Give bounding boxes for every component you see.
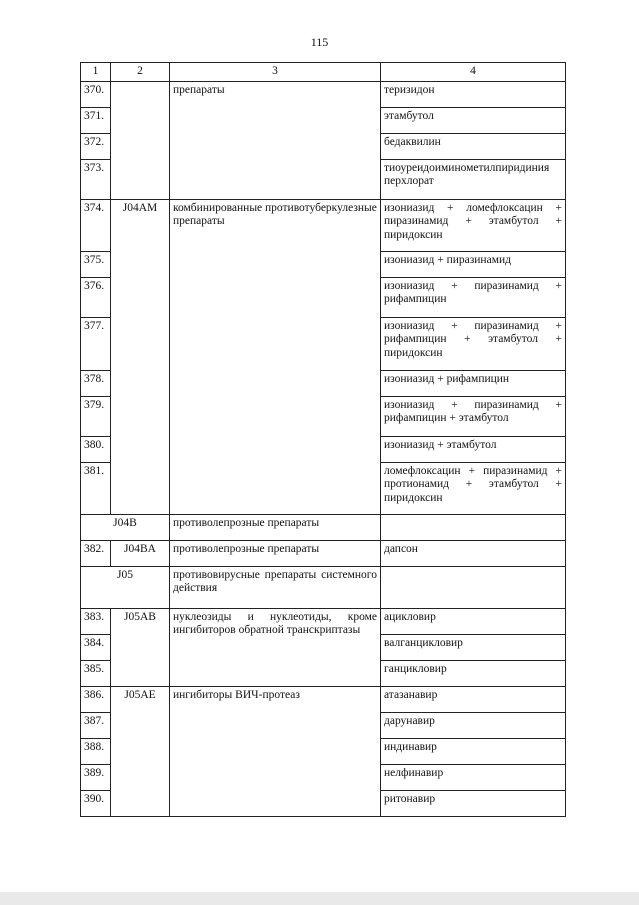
row-number: 390.: [81, 790, 111, 816]
drug-name: изониазид + рифампицин: [381, 370, 566, 396]
row-number: 388.: [81, 738, 111, 764]
row-number: 385.: [81, 660, 111, 686]
drug-name: изониазид + пиразинамид + рифампицин + этамбутол + пиридоксин: [381, 317, 566, 370]
table-row: [81, 81, 566, 107]
drug-name: изониазид + пиразинамид: [381, 251, 566, 277]
header-col-4: 4: [381, 63, 566, 82]
row-number: 381.: [81, 462, 111, 514]
row-number: 375.: [81, 251, 111, 277]
drug-name: ацикловир: [381, 608, 566, 634]
drug-name: ганцикловир: [381, 660, 566, 686]
atc-code: J05AB: [111, 608, 170, 686]
group-description: противолепрозные препараты: [170, 540, 381, 566]
scan-footer-band: [0, 892, 639, 905]
group-description: противовирусные препараты системного действия: [170, 566, 381, 608]
drug-name: индинавир: [381, 738, 566, 764]
atc-code: J05AE: [111, 686, 170, 816]
header-row: [81, 63, 566, 82]
drug-name: теризидон: [381, 81, 566, 107]
row-number: 374.: [81, 199, 111, 251]
group-row: [81, 566, 566, 608]
row-number: 386.: [81, 686, 111, 712]
row-number: 371.: [81, 107, 111, 133]
drug-classification-table: [80, 62, 566, 817]
row-number: 384.: [81, 634, 111, 660]
atc-code: J04AM: [111, 199, 170, 514]
row-number: 382.: [81, 540, 111, 566]
table-row: [81, 608, 566, 634]
drug-name-empty: [381, 566, 566, 608]
row-number: 383.: [81, 608, 111, 634]
drug-name: изониазид + пиразинамид + рифампицин: [381, 277, 566, 317]
table-row: [81, 199, 566, 251]
group-row: [81, 514, 566, 540]
drug-name: изониазид + пиразинамид + рифампицин + этамбутол: [381, 396, 566, 436]
row-number: 389.: [81, 764, 111, 790]
table-row: [81, 540, 566, 566]
drug-name: тиоуреидоиминометилпиридиния перхлорат: [381, 159, 566, 199]
atc-code: J04B: [81, 514, 170, 540]
drug-name: атазанавир: [381, 686, 566, 712]
row-number: 387.: [81, 712, 111, 738]
row-number: 373.: [81, 159, 111, 199]
atc-code: J04BA: [111, 540, 170, 566]
drug-name: валганцикловир: [381, 634, 566, 660]
row-number: 379.: [81, 396, 111, 436]
row-number: 372.: [81, 133, 111, 159]
group-description: ингибиторы ВИЧ-протеаз: [170, 686, 381, 816]
drug-name: бедаквилин: [381, 133, 566, 159]
header-col-2: 2: [111, 63, 170, 82]
row-number: 370.: [81, 81, 111, 107]
group-description: противолепрозные препараты: [170, 514, 381, 540]
drug-name: дарунавир: [381, 712, 566, 738]
drug-name: этамбутол: [381, 107, 566, 133]
drug-name: нелфинавир: [381, 764, 566, 790]
group-description: нуклеозиды и нуклеотиды, кроме ингибиторов обратной транскриптазы: [170, 608, 381, 686]
drug-name-empty: [381, 514, 566, 540]
row-number: 376.: [81, 277, 111, 317]
table-row: [81, 686, 566, 712]
row-number: 378.: [81, 370, 111, 396]
drug-name: дапсон: [381, 540, 566, 566]
group-description: препараты: [170, 81, 381, 199]
atc-code-cell: [111, 81, 170, 199]
header-col-1: 1: [81, 63, 111, 82]
header-col-3: 3: [170, 63, 381, 82]
drug-name: ломефлоксацин + пиразинамид + протионамид + этамбутол + пиридоксин: [381, 462, 566, 514]
row-number: 377.: [81, 317, 111, 370]
atc-code: J05: [81, 566, 170, 608]
drug-name: изониазид + этамбутол: [381, 436, 566, 462]
drug-name: ритонавир: [381, 790, 566, 816]
drug-name: изониазид + ломефлоксацин + пиразинамид + этамбутол + пиридоксин: [381, 199, 566, 251]
row-number: 380.: [81, 436, 111, 462]
page-number: 115: [310, 35, 329, 49]
group-description: комбинированные противотуберкулезные препараты: [170, 199, 381, 514]
